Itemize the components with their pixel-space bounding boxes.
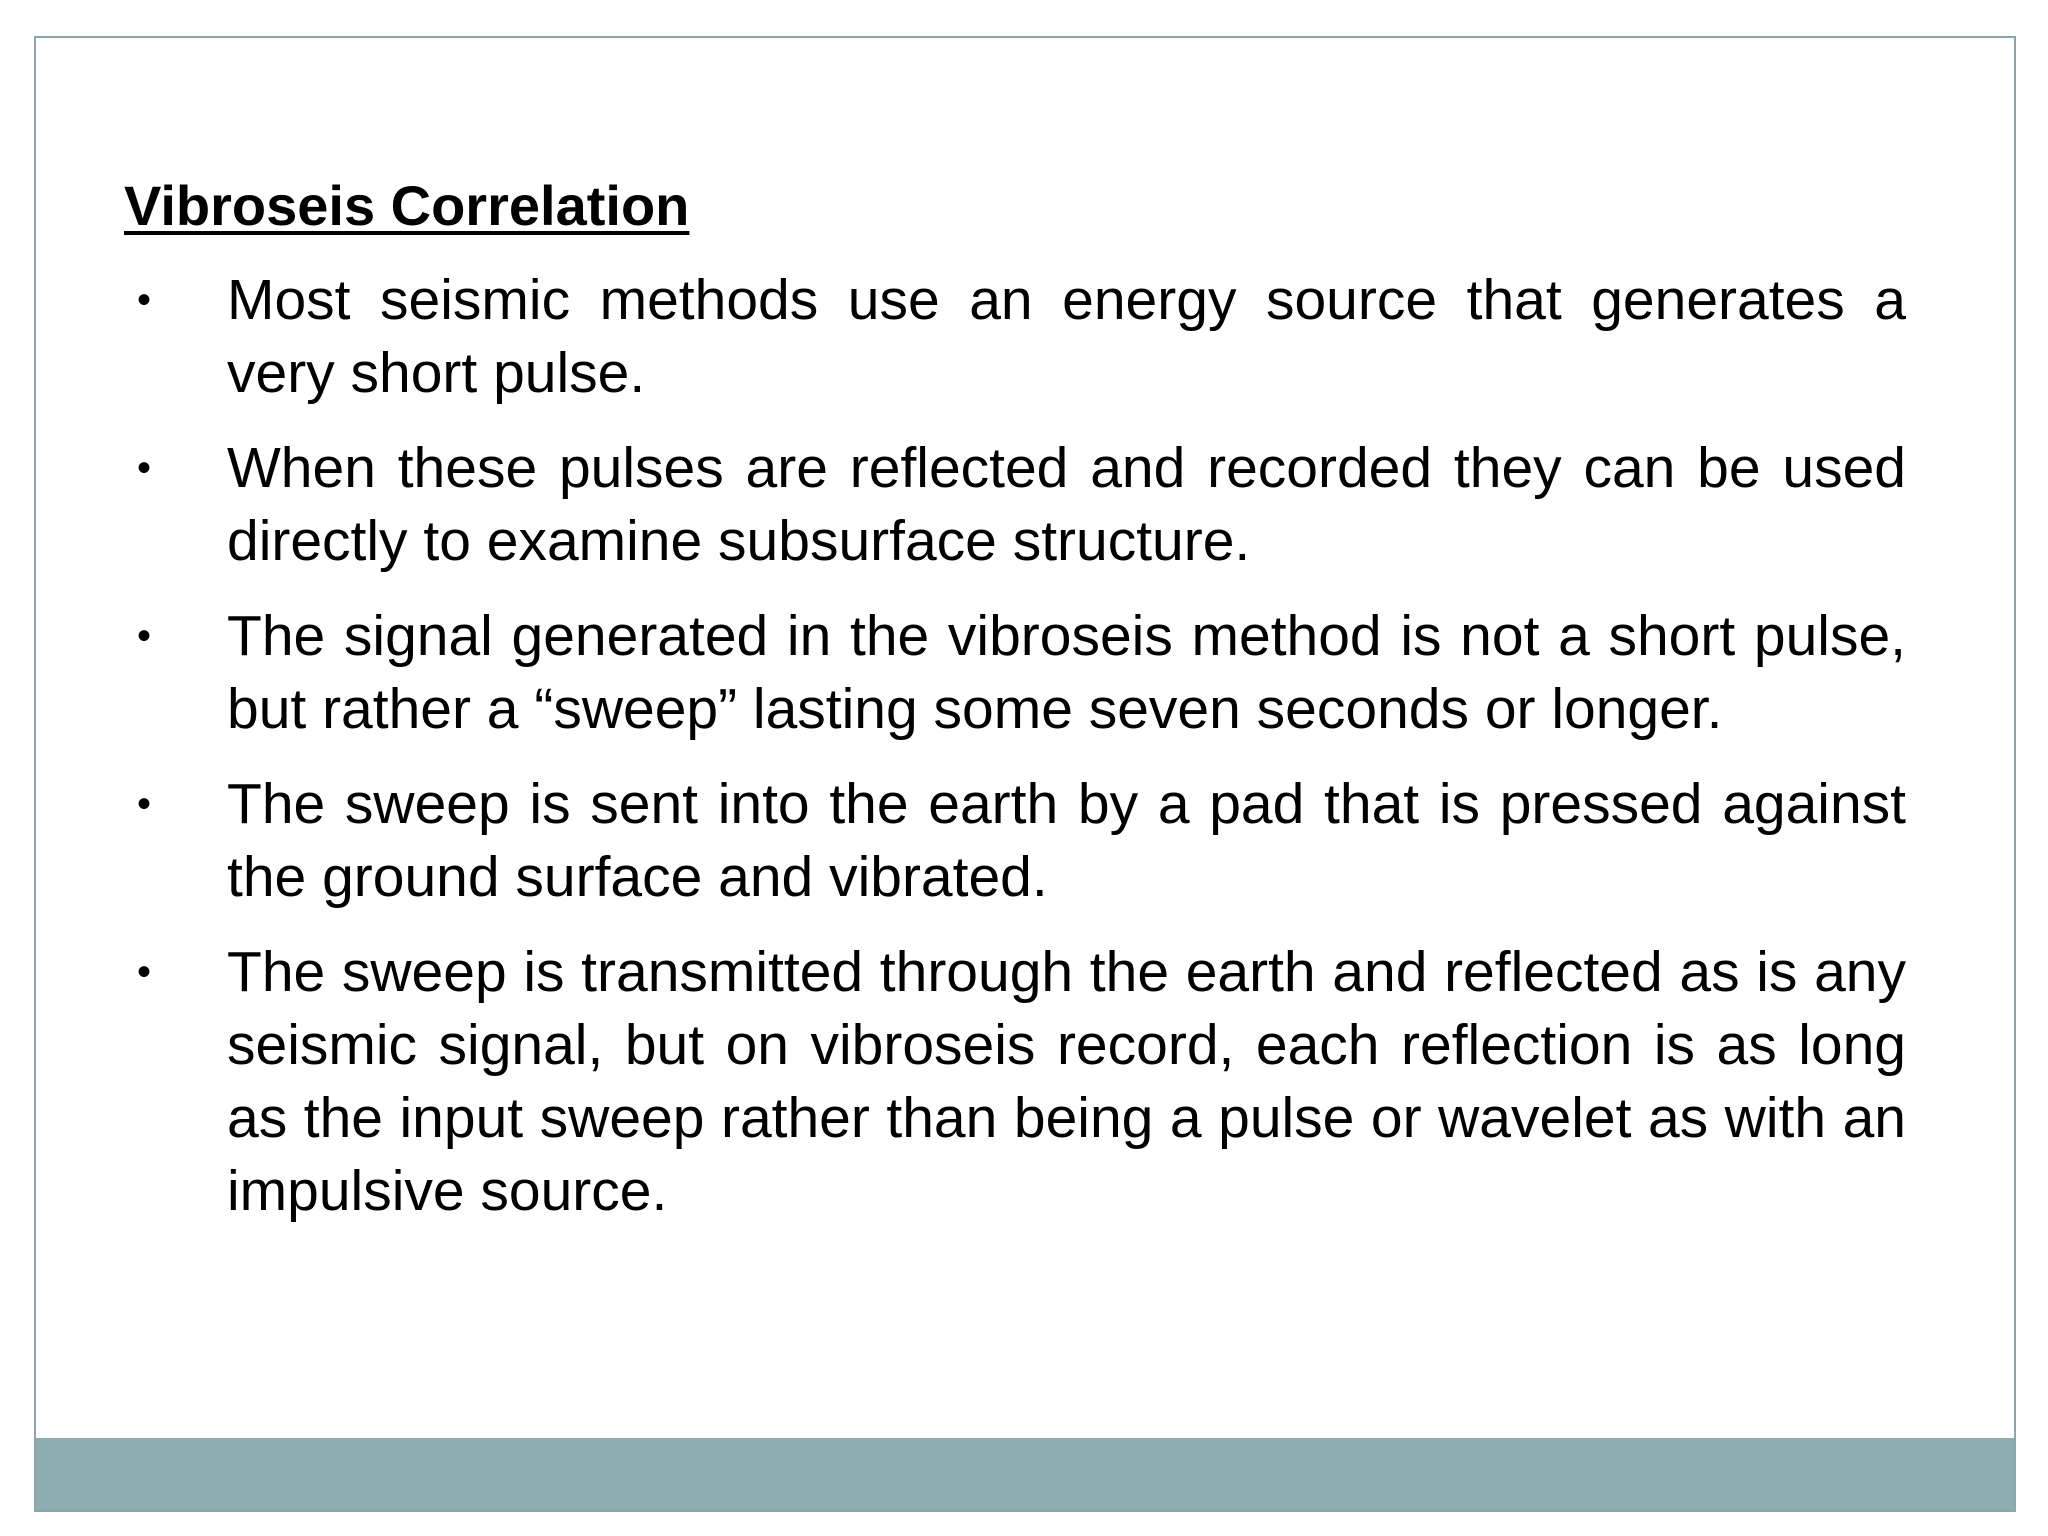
bullet-icon: • xyxy=(136,614,151,658)
bullet-icon: • xyxy=(136,446,151,490)
bullet-item xyxy=(124,600,1906,746)
bullet-item xyxy=(124,264,1906,410)
bullet-list xyxy=(124,264,1906,1228)
bullet-item xyxy=(124,432,1906,578)
bullet-icon: • xyxy=(136,278,151,322)
bullet-text: Most seismic methods use an energy source that generates a very short pulse. xyxy=(227,268,1906,405)
slide-content xyxy=(124,172,1906,1250)
bullet-item xyxy=(124,936,1906,1228)
bullet-text: The sweep is sent into the earth by a pad that is pressed against the ground surface and vibrated. xyxy=(227,772,1906,909)
bullet-text: The signal generated in the vibroseis method is not a short pulse, but rather a “sweep” lasting some seven seconds or longer. xyxy=(227,604,1906,741)
slide xyxy=(34,36,2016,1512)
footer-band xyxy=(36,1438,2014,1510)
slide-title: Vibroseis Correlation xyxy=(124,174,690,237)
bullet-icon: • xyxy=(136,950,151,994)
bullet-text: When these pulses are reflected and recorded they can be used directly to examine subsurface structure. xyxy=(227,436,1906,573)
bullet-text: The sweep is transmitted through the earth and reflected as is any seismic signal, but on vibroseis record, each reflection is as long as the input sweep rather than being a pulse or wavelet as with an impulsive source. xyxy=(227,940,1906,1223)
bullet-item xyxy=(124,768,1906,914)
bullet-icon: • xyxy=(136,782,151,826)
